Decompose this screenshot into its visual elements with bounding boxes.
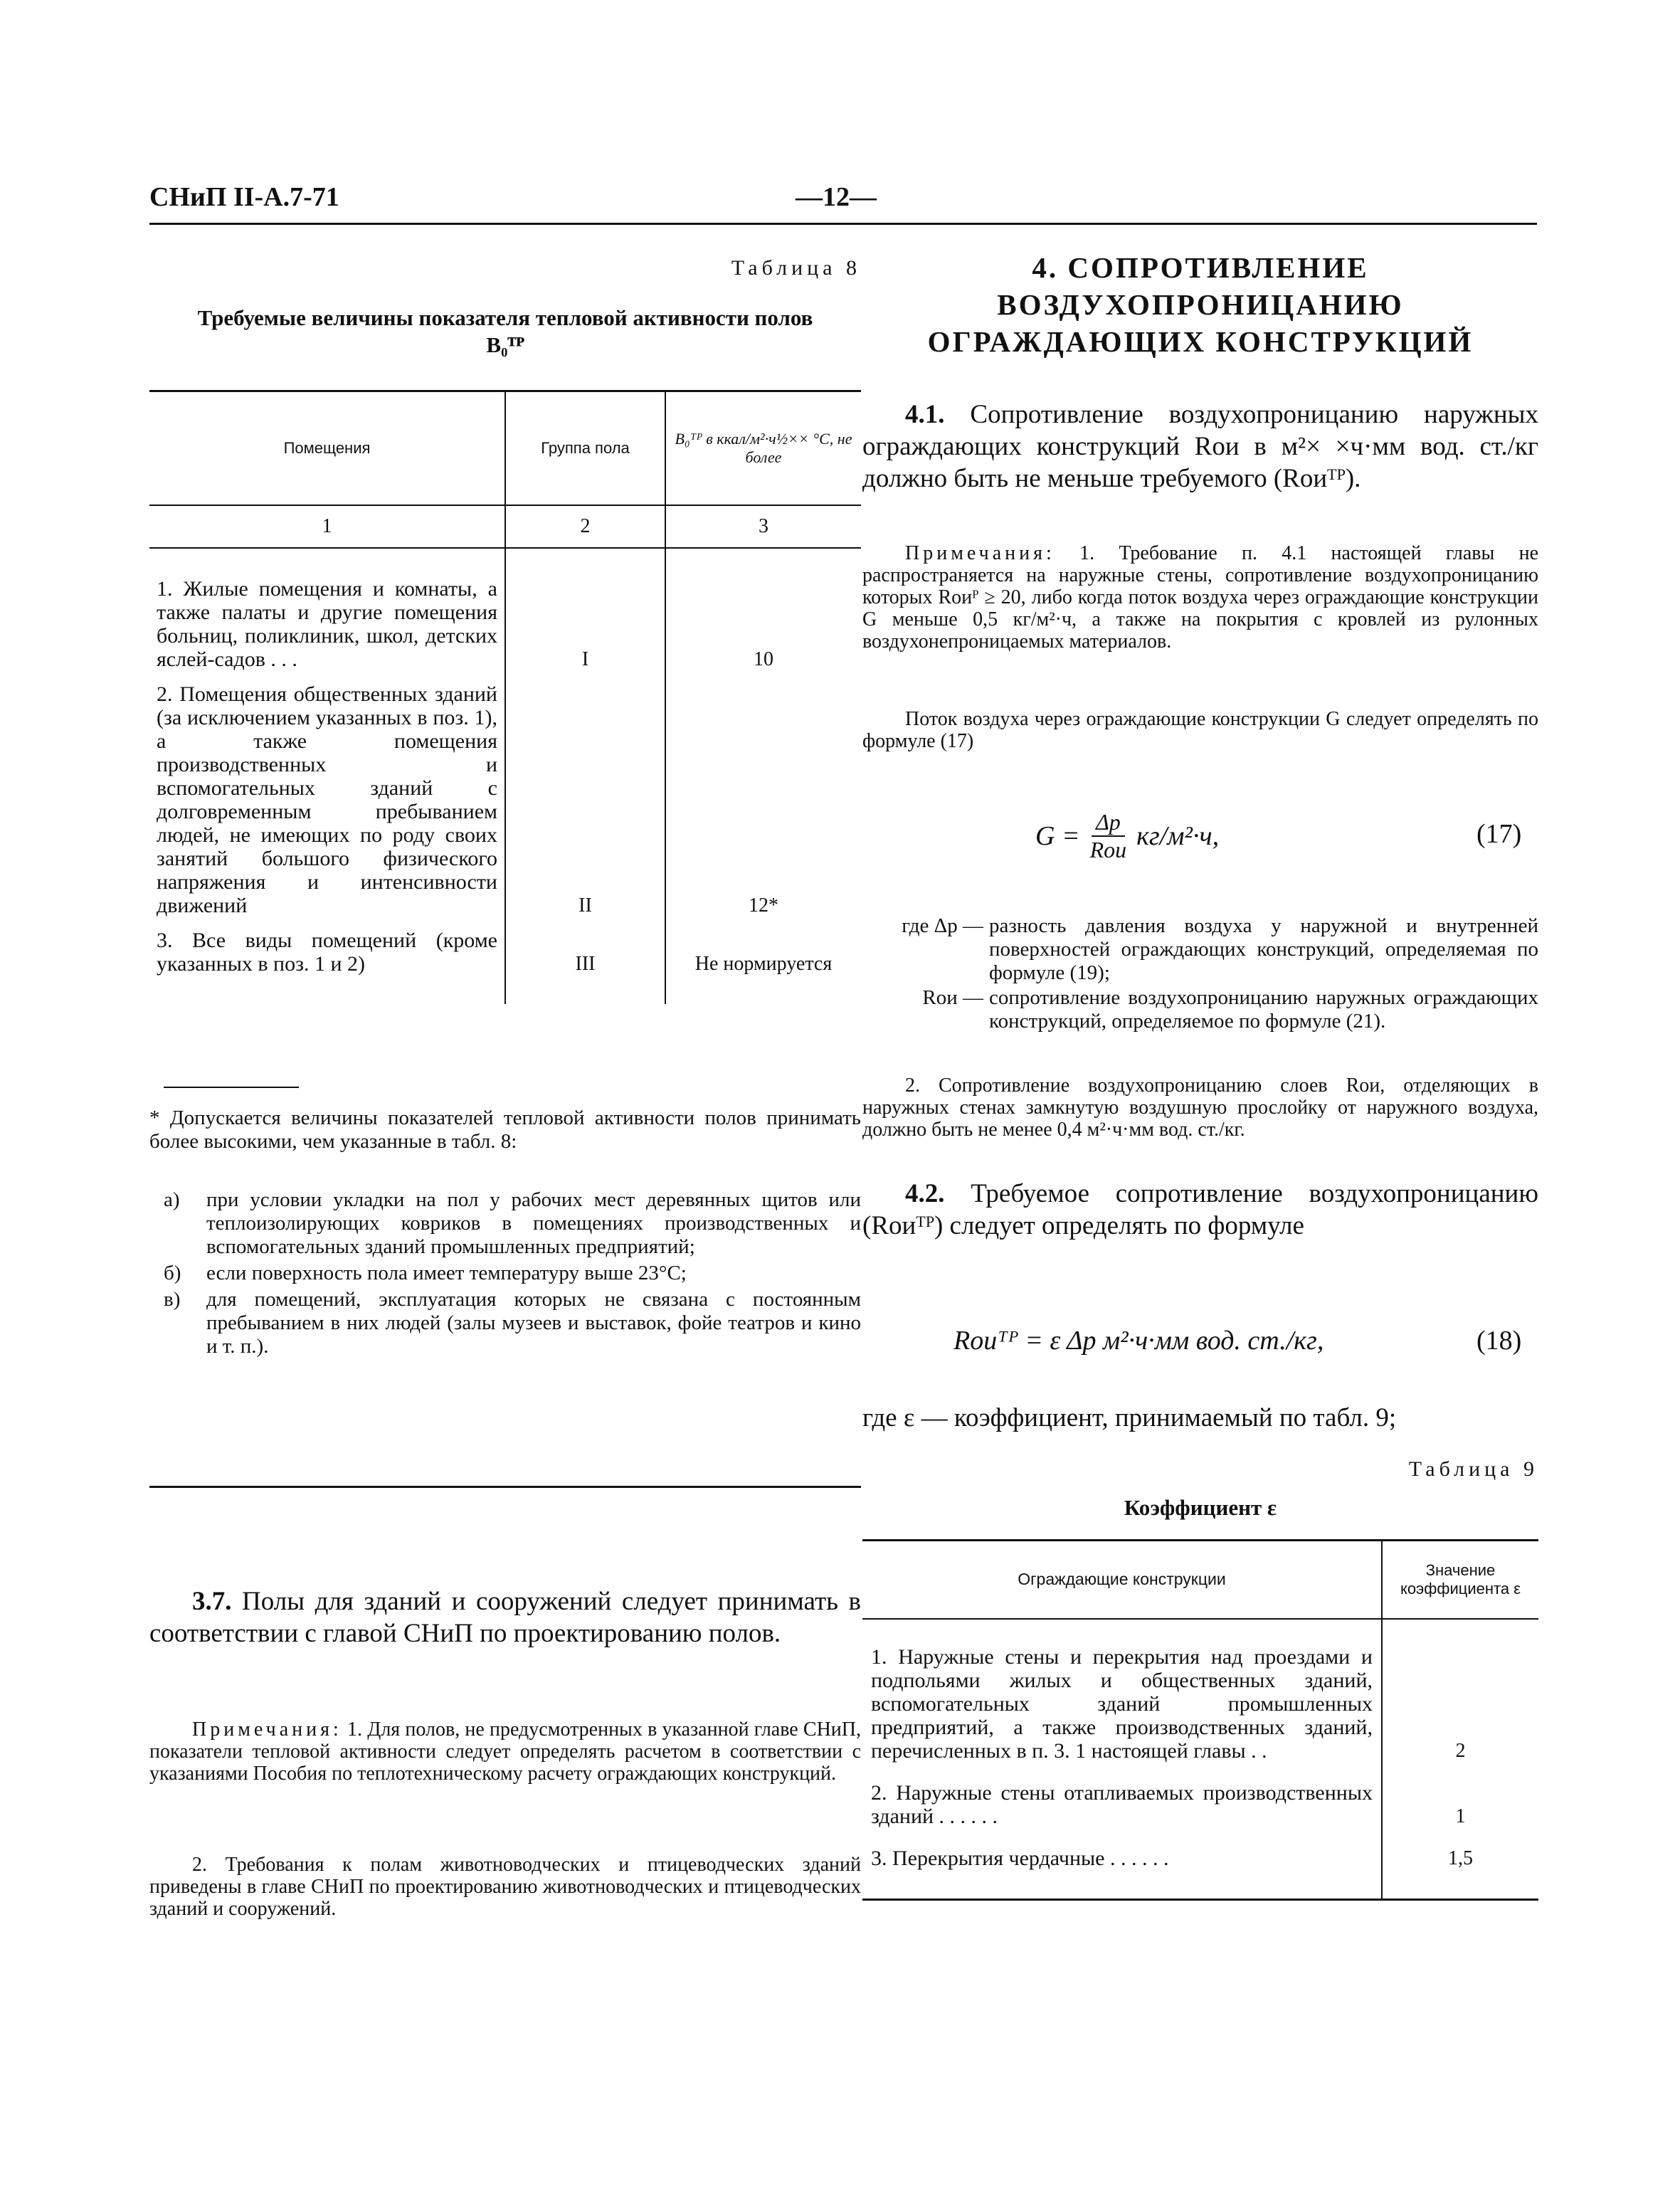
- list-item: [149, 1188, 861, 1259]
- table9-row1-value: 2: [1455, 1739, 1466, 1762]
- header-rule: [149, 223, 1537, 225]
- formula-17-numerator: Δp: [1092, 809, 1125, 837]
- where-17-key-1: где Δp —: [902, 914, 983, 937]
- table-row: [862, 1831, 1538, 1900]
- footnote-list: [149, 1188, 861, 1358]
- formula-18-number: (18): [1476, 1326, 1522, 1356]
- notes-4-1-n1b: Поток воздуха через ограждающие конструкции G следует определять по формуле (17): [862, 708, 1538, 752]
- formula-17-denominator: Rои: [1089, 837, 1127, 862]
- table8-row3-group: III: [505, 920, 665, 1004]
- formula-17-fraction: [1090, 809, 1127, 863]
- footnote-text-v: для помещений, эксплуатация которых не связана с постоянным пребыванием в них людей (залы музеев и выставок, фойе театров и кино и т. п.).: [206, 1288, 861, 1358]
- where-17-text-2: сопротивление воздухопроницанию наружных ограждающих конструкций, определяемое по формуле (21).: [989, 986, 1538, 1033]
- paragraph-4-1: [862, 398, 1538, 495]
- paragraph-4-2: [862, 1178, 1538, 1242]
- footnote-mark-b: б): [164, 1262, 181, 1284]
- footnote-mark-v: в): [164, 1288, 181, 1311]
- list-item: [149, 1288, 861, 1358]
- table9-row2-text: 2. Наружные стены отапливаемых производственных зданий . . . . . .: [862, 1765, 1382, 1831]
- footnote-rule: [164, 1087, 299, 1088]
- paragraph-4-1-text: Сопротивление воздухопроницанию наружных ограждающих конструкций Rои в м²× ×ч·мм вод. ст./кг должно быть не меньше требуемого (Rоиᵀᴾ).: [862, 400, 1538, 493]
- document-code: СНиП II-А.7-71: [149, 182, 339, 212]
- footnote-text-b: если поверхность пола имеет температуру выше 23°С;: [206, 1262, 687, 1284]
- table9-header-construction: Ограждающие конструкции: [862, 1541, 1382, 1619]
- paragraph-3-7-text: Полы для зданий и сооружений следует принимать в соответствии с главой СНиП по проектированию полов.: [149, 1587, 862, 1648]
- table8-header-value: B₀ᵀᴾ в ккал/м²·ч½×× °С, не более: [665, 391, 861, 505]
- table9-row1-text: 1. Наружные стены и перекрытия над проездами и подпольями жилых и общественных зданий, вспомогательных зданий промышленных предприятий, а также производственных зданий, перечисленных в п. 3. 1 настоящей главы . .: [862, 1619, 1382, 1765]
- note-4-1-2: 2. Сопротивление воздухопроницанию слоев Rои, отделяющих в наружных стенах замкнутую воздушную прослойку от наружного воздуха, должно быть не менее 0,4 м²·ч·мм вод. ст./кг.: [862, 1074, 1538, 1141]
- table-row: [149, 674, 861, 920]
- footnote-text-a: при условии укладки на пол у рабочих мест деревянных щитов или теплоизолирующих ковриков в помещениях производственных и вспомогательных зданий промышленных предприятий;: [206, 1188, 861, 1258]
- table9: [862, 1539, 1538, 1901]
- formula-18: Rоиᵀᴾ = ε Δp м²·ч·мм вод. ст./кг,: [953, 1326, 1324, 1356]
- paragraph-3-7-number: 3.7.: [192, 1587, 232, 1616]
- table8-row3-value: Не нормируется: [694, 952, 833, 975]
- footnote-mark-a: а): [164, 1188, 180, 1211]
- formula-17: [1035, 809, 1219, 863]
- table9-title: Коэффициент ε: [1124, 1495, 1277, 1520]
- where-17-text-1: разность давления воздуха у наружной и внутренней поверхностей ограждающих конструкций, определяемая по формуле (19);: [989, 914, 1538, 984]
- where-17-key-2: Rои —: [922, 986, 983, 1009]
- formula-17-number: (17): [1476, 819, 1522, 849]
- table8: [149, 390, 861, 1004]
- notes-3-7-n2: 2. Требования к полам животноводческих и птицеводческих зданий приведены в главе СНиП по проектированию животноводческих и птицеводческих зданий и сооружений.: [149, 1854, 861, 1920]
- table8-caption: Таблица 8: [731, 256, 861, 280]
- table8-header-group: Группа пола: [505, 391, 665, 505]
- section-title-line-1: 4. СОПРОТИВЛЕНИЕ: [1032, 251, 1369, 284]
- formula-17-where: [862, 914, 1538, 1033]
- notes-3-7-n1-text: 1. Для полов, не предусмотренных в указанной главе СНиП, показатели тепловой активности следует определять расчетом в соответствии с указаниями Пособия по теплотехническому расчету ограждающих конструкций.: [149, 1718, 862, 1785]
- table8-title: Требуемые величины показателя тепловой активности полов B₀ᵀᴾ: [197, 305, 813, 357]
- table-row: [862, 1765, 1538, 1831]
- table8-row2-group: II: [505, 674, 665, 920]
- table9-row2-value: 1: [1455, 1805, 1466, 1827]
- table9-row3-text: 3. Перекрытия чердачные . . . . . .: [862, 1831, 1382, 1900]
- table-row: [149, 920, 861, 1004]
- notes-3-7-label: Примечания:: [192, 1718, 342, 1741]
- table8-row2-value: 12*: [749, 894, 778, 917]
- paragraph-4-2-number: 4.2.: [905, 1179, 945, 1208]
- table9-grid: [862, 1539, 1538, 1901]
- table-row: [149, 548, 861, 674]
- paragraph-3-7: [149, 1585, 861, 1649]
- table9-row3-value: 1,5: [1448, 1847, 1473, 1869]
- table-row: [862, 1619, 1538, 1765]
- table9-caption: Таблица 9: [1408, 1457, 1538, 1481]
- table8-row3-text: 3. Все виды помещений (кроме указанных в поз. 1 и 2): [149, 920, 505, 1004]
- notes-4-1-n1: [862, 542, 1538, 653]
- list-item: [862, 986, 1538, 1033]
- list-item: [862, 914, 1538, 985]
- formula-18-where: где ε — коэффициент, принимаемый по табл. 9;: [862, 1403, 1397, 1432]
- section-title-line-3: ОГРАЖДАЮЩИХ КОНСТРУКЦИЙ: [927, 325, 1474, 358]
- table8-header-rooms: Помещения: [149, 391, 505, 505]
- table9-header-value: Значение коэффициента ε: [1382, 1541, 1538, 1619]
- table8-row1-value: 10: [754, 648, 773, 670]
- notes-4-1-label: Примечания:: [905, 542, 1055, 564]
- table8-grid: [149, 390, 861, 1004]
- table8-colnum-1: 1: [149, 505, 505, 548]
- table8-row1-text: 1. Жилые помещения и комнаты, а также палаты и другие помещения больниц, поликлиник, школ, детских яслей-садов . . .: [149, 548, 505, 674]
- table8-colnum-3: 3: [665, 505, 861, 548]
- table8-row2-text: 2. Помещения общественных зданий (за исключением указанных в поз. 1), а также помещения производственных и вспомогательных зданий с долговременным пребыванием людей, не имеющих по роду своих занятий большого физического напряжения и интенсивности движений: [149, 674, 505, 920]
- page-number: —12—: [796, 182, 877, 212]
- list-item: [149, 1262, 861, 1285]
- notes-4-1-n1-text: 1. Требование п. 4.1 настоящей главы не распространяется на наружные стены, сопротивление воздухопроницанию которых Rоиᴾ ≥ 20, либо когда поток воздуха через ограждающие конструкции G меньше 0,5 кг/м²·ч, а также на покрытия с кровлей из рулонных воздухонепроницаемых материалов.: [862, 542, 1539, 653]
- notes-3-7-n1: [149, 1718, 861, 1785]
- table8-colnum-2: 2: [505, 505, 665, 548]
- footnote-intro: * Допускается величины показателей тепловой активности полов принимать более высокими, чем указанные в табл. 8:: [149, 1107, 861, 1153]
- left-column-rule: [149, 1486, 861, 1488]
- table8-row1-group: I: [505, 548, 665, 674]
- paragraph-4-2-text: Требуемое сопротивление воздухопроницанию (Rоиᵀᴾ) следует определять по формуле: [862, 1179, 1538, 1240]
- section-title-line-2: ВОЗДУХОПРОНИЦАНИЮ: [997, 288, 1404, 321]
- formula-17-unit: кг/м²·ч,: [1136, 821, 1220, 851]
- paragraph-4-1-number: 4.1.: [905, 400, 945, 429]
- formula-17-lhs: G =: [1035, 821, 1080, 851]
